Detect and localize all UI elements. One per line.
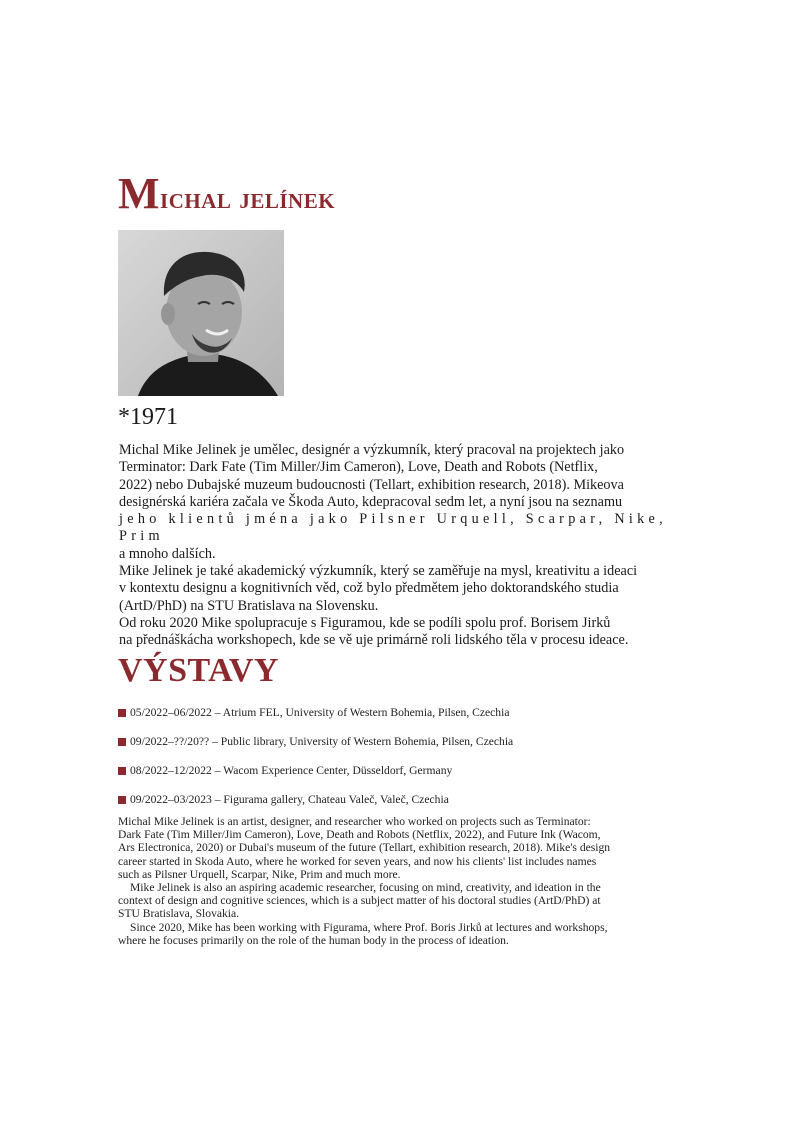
bio-en-line: career started in Skoda Auto, where he worked for seven years, and now his clients' list includes names <box>118 854 597 868</box>
title-initial: M <box>118 169 161 218</box>
bio-en-paragraph-2 <box>118 881 688 921</box>
bio-cz-line: a mnoho dalších. <box>119 545 216 562</box>
bio-cz-line: Od roku 2020 Mike spolupracuje s Figuramou, kde se podíli spolu prof. Borisem Jirků <box>119 614 611 631</box>
square-bullet-icon <box>118 796 126 804</box>
exhibition-text: 09/2022–03/2023 – Figurama gallery, Chateau Valeč, Valeč, Czechia <box>130 793 449 806</box>
bio-cz-line: v kontextu designu a kognitivních věd, což bylo předmětem jeho doktorandského studia <box>119 580 619 597</box>
portrait-photo <box>118 230 284 396</box>
portrait-illustration <box>118 230 284 396</box>
exhibition-text: 05/2022–06/2022 – Atrium FEL, University of Western Bohemia, Pilsen, Czechia <box>130 706 510 719</box>
bio-en-line: STU Bratislava, Slovakia. <box>118 907 240 921</box>
square-bullet-icon <box>118 709 126 717</box>
bio-cz-line: designérská kariéra začala ve Škoda Auto, kdepracoval sedm let, a nyní jsou na seznamu <box>119 493 623 510</box>
exhibition-item <box>118 735 718 764</box>
birth-year: *1971 <box>118 404 178 430</box>
bio-en-paragraph-1 <box>118 815 688 881</box>
bio-cz-line: Terminator: Dark Fate (Tim Miller/Jim Cameron), Love, Death and Robots (Netflix, <box>119 459 598 476</box>
bio-en-line: Mike Jelinek is also an aspiring academic researcher, focusing on mind, creativity, and ideation in the <box>130 881 601 895</box>
exhibitions-list <box>118 706 718 822</box>
square-bullet-icon <box>118 738 126 746</box>
bio-en-line: Dark Fate (Tim Miller/Jim Cameron), Love, Death and Robots (Netflix, 2022), and Future Ink (Wacom, <box>118 828 601 842</box>
bio-en-line: Ars Electronica, 2020) or Dubai's museum of the future (Tellart, exhibition research, 2018). Mike's design <box>118 841 611 855</box>
bio-en-line: context of design and cognitive sciences, which is a subject matter of his doctoral studies (ArtD/PhD) at <box>118 894 601 908</box>
bio-cz-line: 2022) nebo Dubajské muzeum budoucnosti (Tellart, exhibition research, 2018). Mikeova <box>119 476 624 493</box>
bio-cz-paragraph-1 <box>119 442 719 563</box>
bio-en-line: Michal Mike Jelinek is an artist, designer, and researcher who worked on projects such as Terminator: <box>118 815 591 828</box>
title-rest: ichal jelínek <box>160 182 336 215</box>
bio-cz-paragraph-3 <box>119 615 719 650</box>
bio-english <box>118 815 688 947</box>
page-title <box>118 168 335 219</box>
bio-czech <box>119 442 719 650</box>
bio-en-line: such as Pilsner Urquell, Scarpar, Nike, Prim and much more. <box>118 867 401 881</box>
exhibition-item <box>118 764 718 793</box>
exhibition-text: 09/2022–??/20?? – Public library, University of Western Bohemia, Pilsen, Czechia <box>130 735 514 748</box>
bio-cz-line: (ArtD/PhD) na STU Bratislava na Slovensku. <box>119 597 379 614</box>
bio-cz-line: na přednáškácha workshopech, kde se vě uje primárně roli lidského těla v procesu ideace. <box>119 632 629 649</box>
bio-cz-paragraph-2 <box>119 563 719 615</box>
exhibition-item <box>118 706 718 735</box>
exhibition-text: 08/2022–12/2022 – Wacom Experience Center, Düsseldorf, Germany <box>130 764 453 777</box>
exhibitions-heading: VÝSTAVY <box>118 652 279 689</box>
bio-en-line: where he focuses primarily on the role of the human body in the process of ideation. <box>118 933 509 947</box>
bio-en-line: Since 2020, Mike has been working with Figurama, where Prof. Boris Jirků at lectures and workshops, <box>130 920 608 934</box>
bio-cz-line: Mike Jelinek je také akademický výzkumník, který se zaměřuje na mysl, kreativitu a ideaci <box>119 563 638 580</box>
bio-en-paragraph-3 <box>118 921 688 947</box>
square-bullet-icon <box>118 767 126 775</box>
bio-cz-line: jeho klientů jména jako Pilsner Urquell, Scarpar, Nike, Prim <box>119 511 667 545</box>
bio-cz-line: Michal Mike Jelinek je umělec, designér a výzkumník, který pracoval na projektech jako <box>119 442 625 458</box>
